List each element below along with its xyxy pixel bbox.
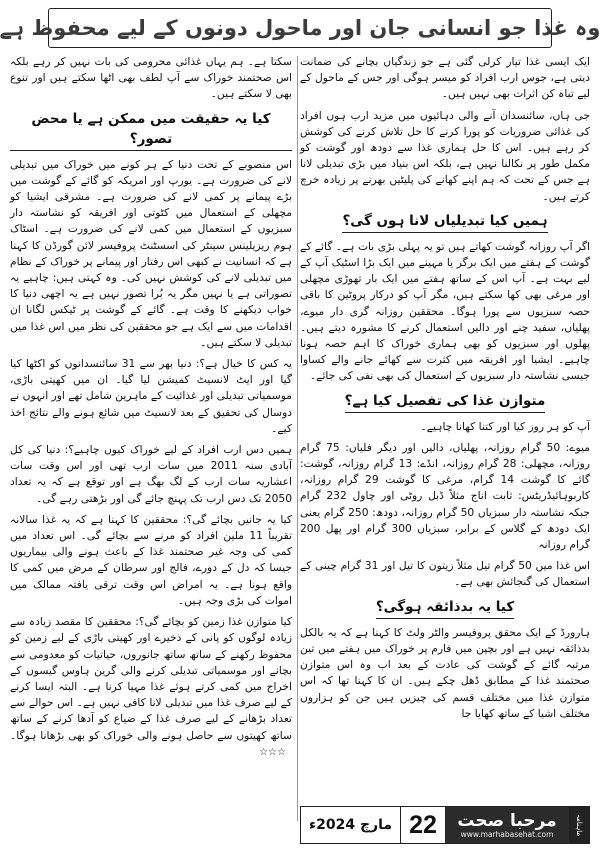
section-heading-text: ہمیں کیا تبدیلیاں لانا ہوں گی؟ xyxy=(342,211,547,233)
paragraph: ہارورڈ کے ایک محقق پروفیسر والٹر ولٹ کا کہنا ہے کہ یہ بالکل بدذائقہ نہیں ہے اور بچپن میں فارم پر خوراک میں ہفتے میں تین مرتبہ گائے کے گوشت کی عادت کے بعد اب وہ اس متوازن صحتمند غذا کے مطابق ڈھل چکے ہیں۔ ان کا کہنا تھا کہ اس متوازن غذا میں مختلف قسم کی چیزیں ہیں جن کو ہزاروں مختلف اشیا کے ساتھ کھایا جا xyxy=(300,625,590,720)
section-heading-text: متوازن غذا کی تفصیل کیا ہے؟ xyxy=(345,391,546,413)
article-title-banner xyxy=(0,8,600,48)
paragraph: جی ہاں، سائنسدان آنے والی دہائیوں میں مزید ارب ہوں افراد کی غذائی ضروریات کو پورا کرنے کا حل تلاش کرنے کی کوشش کر رہے ہیں۔ اس کا حل ہماری غذا سے دودھ اور گوشت کو مکمل طور پر نکالنا نہیں ہے، بلکہ اس بنیاد میں بڑی تبدیلی لانا ہے جس کے تحت کہ ہم اپنے کھانے کی پلیٹیں بھرنے پر زیادہ خرچ کرتے ہیں۔ xyxy=(300,108,590,203)
closing-paragraph-text: کیا متوازن غذا زمین کو بچائے گی؟: محققین کا مقصد زیادہ سے زیادہ لوگوں کو پانی کے ذخیرے اور کھیتی باڑی کے لیے زمین کو محفوظ رکھنے کے ساتھ ساتھ جانوروں، حیاتیات کو معدومی سے بچانے اور موسمیاتی تبدیلی کرنے والی گرین ہاوس گیسوں کے اخراج میں کمی کرتے ہوئے غذا مہیا کرنا ہے۔ البتہ ایسا کرنے کے لیے صرف غذا میں تبدیلی لانا کافی نہیں ہے۔ اس حوالے سے تعداد بڑھانے کے لیے صرف غذا کے ضیاع کو آدھا کرنے کے ساتھ ساتھ کھیتوں سے حاصل ہونے والی خوراک کو بھی بڑھانا ہوگا۔ xyxy=(10,615,292,742)
left-column xyxy=(10,54,292,828)
end-stars: ☆☆☆ xyxy=(259,746,286,758)
brand-logo xyxy=(445,807,569,843)
paragraph: اس منصوبے کے تحت دنیا کے ہر کونے میں خوراک میں تبدیلی لانے کی ضرورت ہے۔ یورپ اور امریکہ کو گائے کے گوشت میں بڑے پیمانے پر کمی لانے کی ضرورت ہے۔ مشرقی ایشیا کو مچھلی کے استعمال میں کٹوتی اور افریقہ کو نشاستہ دار سبزیوں کے استعمال میں کمی لانے کی ضرورت ہے۔ اسٹاک ہوم ریزیلینس سینٹر کی اسسٹنٹ پروفیسر لائن گورڈن کا کہنا ہے کہ انسانیت نے کبھی اس رفتار اور پیمانے پر خوراک کے نظام میں تبدیلی لانے کی کوشش نہیں کی۔ وہ کہتی ہیں: چاہیے یہ تصوراتی ہے یا نہیں مگر یہ بُرا تصور نہیں ہے یہ اچھی دنیا کا خواب دیکھنے کا وقت ہے۔ گائے کے گوشت پر ٹیکس لگانا ان اقدامات میں سے ایک ہے جو محققین کی نظر میں اس غذا میں تبدیلی لا سکتے ہیں۔ xyxy=(10,157,292,349)
intro-paragraph: ایک ایسی غذا تیار کرلی گئی ہے جو زندگیاں بچانے کی ضمانت دیتی ہے، جوس ارب افراد کو میسر ہوگی اور جس کے ماحول کے لیے تباہ کن اثرات بھی نہیں ہیں۔ xyxy=(300,55,590,101)
issue-date: مارچ 2024ء xyxy=(301,807,401,843)
section-heading xyxy=(300,597,590,619)
column-divider xyxy=(297,56,298,821)
section-heading xyxy=(300,391,590,413)
paragraph: ہمیں دس ارب افراد کے لیے خوراک کیوں چاہیے؟: دنیا کی کل آبادی سنہ 2011 میں سات ارب تھی اور اس وقت سات اعشاریہ سات ارب کے لگ بھگ ہے اور توقع ہے کہ یہ تعداد 2050 تک دس ارب تک پہنچ جائے گی اور بڑھتی رہے گی۔ xyxy=(10,443,292,505)
article-title: وہ غذا جو انسانی جان اور ماحول دونوں کے لیے محفوظ ہے xyxy=(0,16,600,40)
paragraph: اگر آپ روزانہ گوشت کھاتے ہیں تو یہ پہلی بڑی بات ہے۔ گائے کے گوشت کے ہفتے میں ایک برگر یا مہینے میں ایک بڑا اسٹیک آپ کے لیے بہت ہے۔ آپ اس کے ساتھ ہفتے میں ایک بار تھوڑی مچھلی اور مرغی بھی کھا سکتے ہیں، مگر آپ کو درکار پروٹین کا باقی حصہ سبزیوں سے پورا ہوگا۔ محققین روزانہ گری دار میوے، پھلیاں، سفید چنے اور دالیں استعمال کرنے کا مشورہ دیتے ہیں۔ پھلوں اور سبزیوں کو بھی ہماری خوراک کا اہم حصہ ہونا چاہیے۔ ایشیا اور افریقہ میں کثرت سے کھائے جانے والے کساوا جیسی نشاستہ دار سبزیوں کے استعمال کی بھی نفی کی جائے۔ xyxy=(300,239,590,383)
continued-paragraph: سکتا ہے۔ ہم یہاں غذائی محرومی کی بات نہیں کر رہے بلکہ اس صحتمند خوراک سے آپ لطف بھی اٹھا سکتے ہیں اور تنوع بھی لا سکتے ہیں۔ xyxy=(10,55,292,101)
right-column xyxy=(300,54,590,799)
page-number: 22 xyxy=(401,807,445,843)
page-footer xyxy=(300,806,590,844)
paragraph: آپ کو ہر روز کیا اور کتنا کھانا چاہیے۔ xyxy=(420,419,590,433)
footer-tag: ماہنامہ xyxy=(569,807,589,843)
paragraph: یہ کس کا خیال ہے؟: دنیا بھر سے 31 سائنسدانوں کو اکٹھا کیا گیا اور ایٹ لانسیٹ کمیشن لیا گیا۔ ان میں کھیتی باڑی، موسمیاتی تبدیلی اور غذائیت کے ماہرین شامل تھے اور انہوں نے دوسال کی تحقیق کے بعد لانسیٹ میں شائع ہونے والے نتائج اخذ کیے۔ xyxy=(10,357,292,435)
section-heading-text: کیا یہ بدذائقہ ہوگی؟ xyxy=(376,597,514,619)
diet-list-paragraph: میوے: 50 گرام روزانہ، پھلیاں، دالیں اور دیگر فلیاں: 75 گرام روزانہ، مچھلی: 28 گرام روزانہ، انڈے: 13 گرام روزانہ، گوشت: گائے کا گوشت 14 گرام، مرغی کا گوشت 29 گرام روزانہ، کاربوہائیڈریٹس: ثابت اناج مثلاً ڈبل روٹی اور چاول 232 گرام جبکہ نشاستہ دار سبزیاں 50 گرام روزانہ، دودھ: 250 گرام یعنی ایک دودھ کے گلاس کے برابر، سبزیاں 300 گرام اور پھل 200 گرام روزانہ xyxy=(300,440,591,552)
paragraph: کیا یہ جانیں بچائے گی؟: محققین کا کہنا ہے کہ یہ غذا سالانہ تقریباً 11 ملین افراد کو مرنے سے بچائے گی۔ اس تعداد میں کمی کی وجہ غیر صحتمند غذا کے باعث ہونے والی بیماریوں جیسا کہ دل کے دورے، فالج اور سرطان کے مرض میں کمی کا واقع ہونا ہے۔ یہ امراض اس وقت ترقی یافتہ ممالک میں اموات کی بڑی وجہ ہیں۔ xyxy=(10,512,292,607)
section-heading xyxy=(10,109,292,151)
paragraph xyxy=(10,614,292,761)
paragraph: اس غذا میں 50 گرام تیل مثلاً زیتون کا تیل اور 31 گرام چینی کے استعمال کی گنجائش بھی ہے۔ xyxy=(300,559,591,589)
website-url: www.marhabasehat.com xyxy=(460,829,554,839)
section-heading-text: کیا یہ حقیقت میں ممکن ہے یا محض تصور؟ xyxy=(10,109,292,151)
brand-name: مرحبا صحت xyxy=(457,810,557,831)
section-heading xyxy=(300,211,590,233)
